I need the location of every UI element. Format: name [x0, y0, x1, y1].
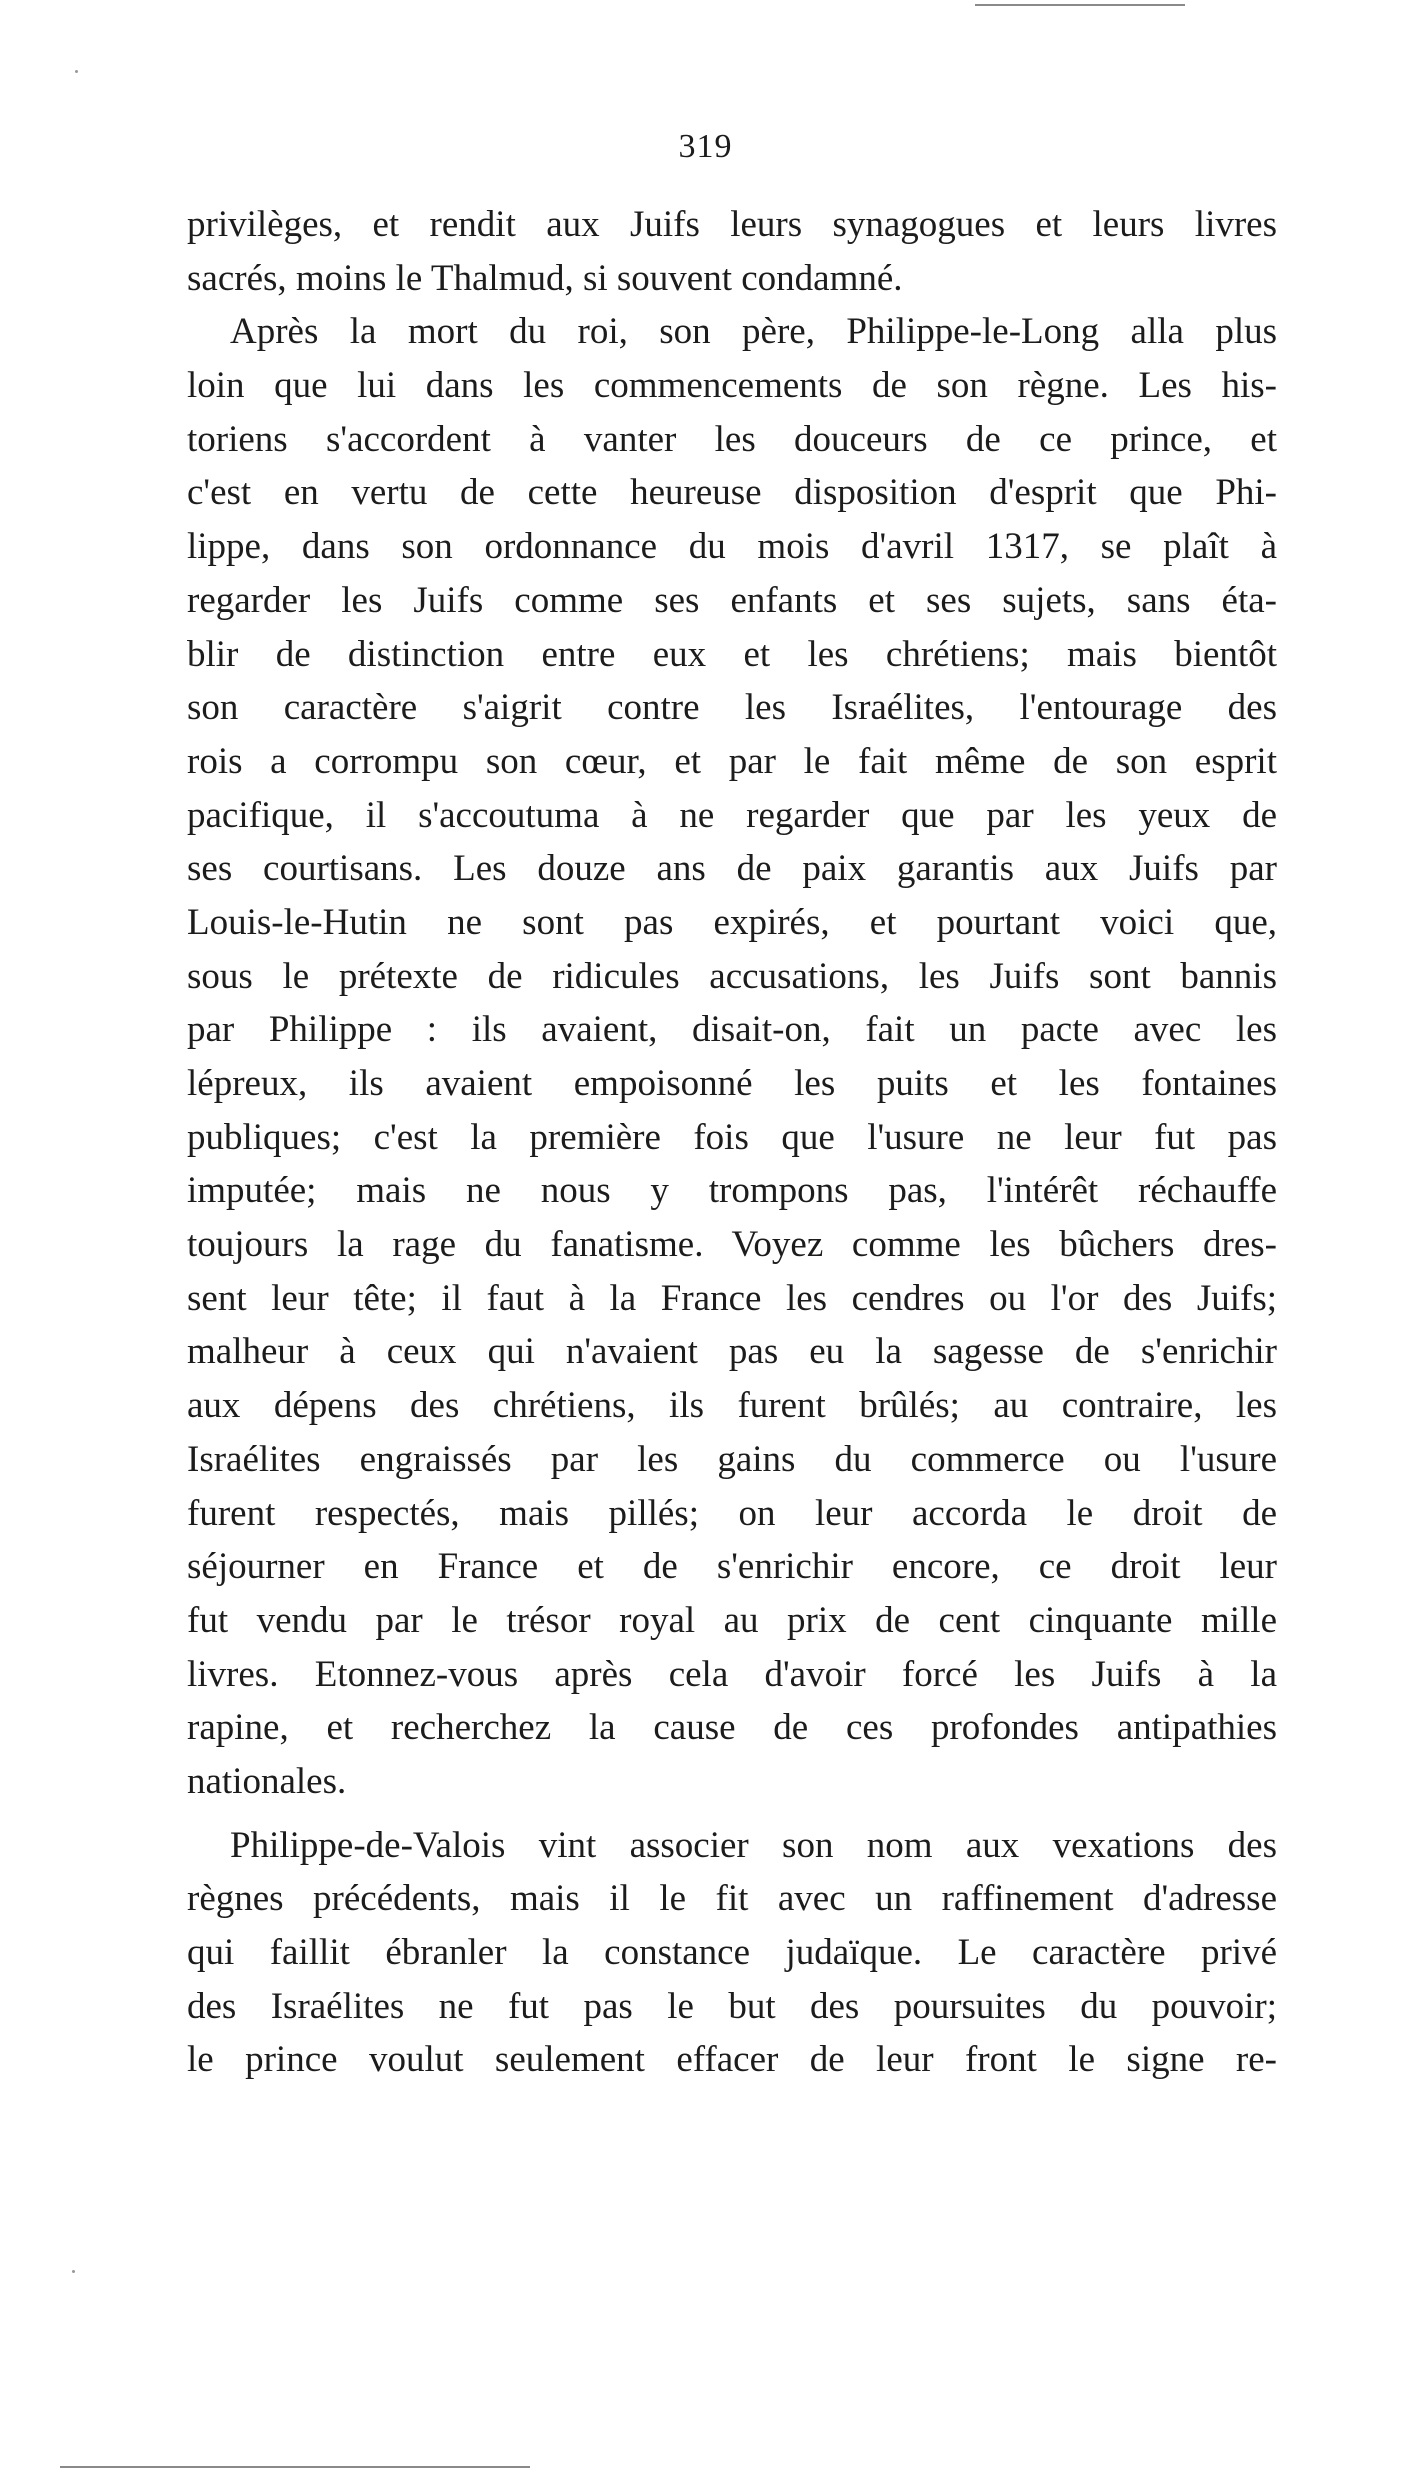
text-line: imputée; mais ne nous y trompons pas, l'intérêt réchauffe [187, 1170, 1277, 1212]
text-line: sacrés, moins le Thalmud, si souvent condamné. [187, 257, 903, 299]
text-line: toriens s'accordent à vanter les douceurs de ce prince, et [187, 418, 1277, 460]
text-line: livres. Etonnez-vous après cela d'avoir forcé les Juifs à la [187, 1653, 1277, 1695]
page-number: 319 [678, 128, 733, 165]
text-line: des Israélites ne fut pas le but des poursuites du pouvoir; [187, 1985, 1277, 2027]
bottom-rule [60, 2466, 530, 2468]
text-line: loin que lui dans les commencements de son règne. Les his- [187, 365, 1277, 407]
text-line: aux dépens des chrétiens, ils furent brûlés; au contraire, les [187, 1385, 1277, 1427]
paper-speck [72, 2270, 75, 2273]
text-line: règnes précédents, mais il le fit avec un raffinement d'adresse [187, 1878, 1277, 1920]
text-line: rois a corrompu son cœur, et par le fait même de son esprit [187, 740, 1277, 782]
text-line: le prince voulut seulement effacer de leur front le signe re- [187, 2039, 1277, 2081]
text-line: Israélites engraissés par les gains du commerce ou l'usure [187, 1438, 1277, 1480]
text-line: Louis-le-Hutin ne sont pas expirés, et pourtant voici que, [187, 901, 1277, 943]
text-line: pacifique, il s'accoutuma à ne regarder que par les yeux de [187, 794, 1277, 836]
text-line: lépreux, ils avaient empoisonné les puits et les fontaines [187, 1063, 1277, 1104]
body-text [187, 198, 1277, 2087]
text-line: Philippe-de-Valois vint associer son nom aux vexations des [230, 1824, 1277, 1866]
paper-speck [75, 70, 78, 73]
text-line: toujours la rage du fanatisme. Voyez comme les bûchers dres- [187, 1224, 1277, 1266]
top-rule [975, 4, 1185, 6]
text-line: nationales. [187, 1760, 347, 1802]
text-line: privilèges, et rendit aux Juifs leurs synagogues et leurs livres [187, 204, 1277, 245]
text-line: publiques; c'est la première fois que l'usure ne leur fut pas [187, 1116, 1277, 1158]
text-line: Après la mort du roi, son père, Philippe-le-Long alla plus [230, 311, 1277, 353]
text-line: sous le prétexte de ridicules accusations, les Juifs sont bannis [187, 955, 1277, 997]
text-line: fut vendu par le trésor royal au prix de cent cinquante mille [187, 1599, 1277, 1641]
text-line: lippe, dans son ordonnance du mois d'avril 1317, se plaît à [187, 526, 1277, 568]
paragraph-gap [187, 1809, 1277, 1819]
text-line: séjourner en France et de s'enrichir encore, ce droit leur [187, 1546, 1277, 1588]
text-line: qui faillit ébranler la constance judaïque. Le caractère privé [187, 1932, 1277, 1973]
text-line: ses courtisans. Les douze ans de paix garantis aux Juifs par [187, 848, 1277, 890]
text-line: son caractère s'aigrit contre les Israélites, l'entourage des [187, 687, 1277, 729]
text-line: blir de distinction entre eux et les chrétiens; mais bientôt [187, 633, 1277, 675]
text-line: regarder les Juifs comme ses enfants et ses sujets, sans éta- [187, 579, 1277, 621]
text-line: rapine, et recherchez la cause de ces profondes antipathies [187, 1707, 1277, 1749]
text-line: par Philippe : ils avaient, disait-on, fait un pacte avec les [187, 1009, 1277, 1051]
text-line: c'est en vertu de cette heureuse disposition d'esprit que Phi- [187, 472, 1277, 514]
text-line: sent leur tête; il faut à la France les cendres ou l'or des Juifs; [187, 1277, 1277, 1319]
text-line: furent respectés, mais pillés; on leur accorda le droit de [187, 1492, 1277, 1534]
text-line: malheur à ceux qui n'avaient pas eu la sagesse de s'enrichir [187, 1331, 1277, 1373]
